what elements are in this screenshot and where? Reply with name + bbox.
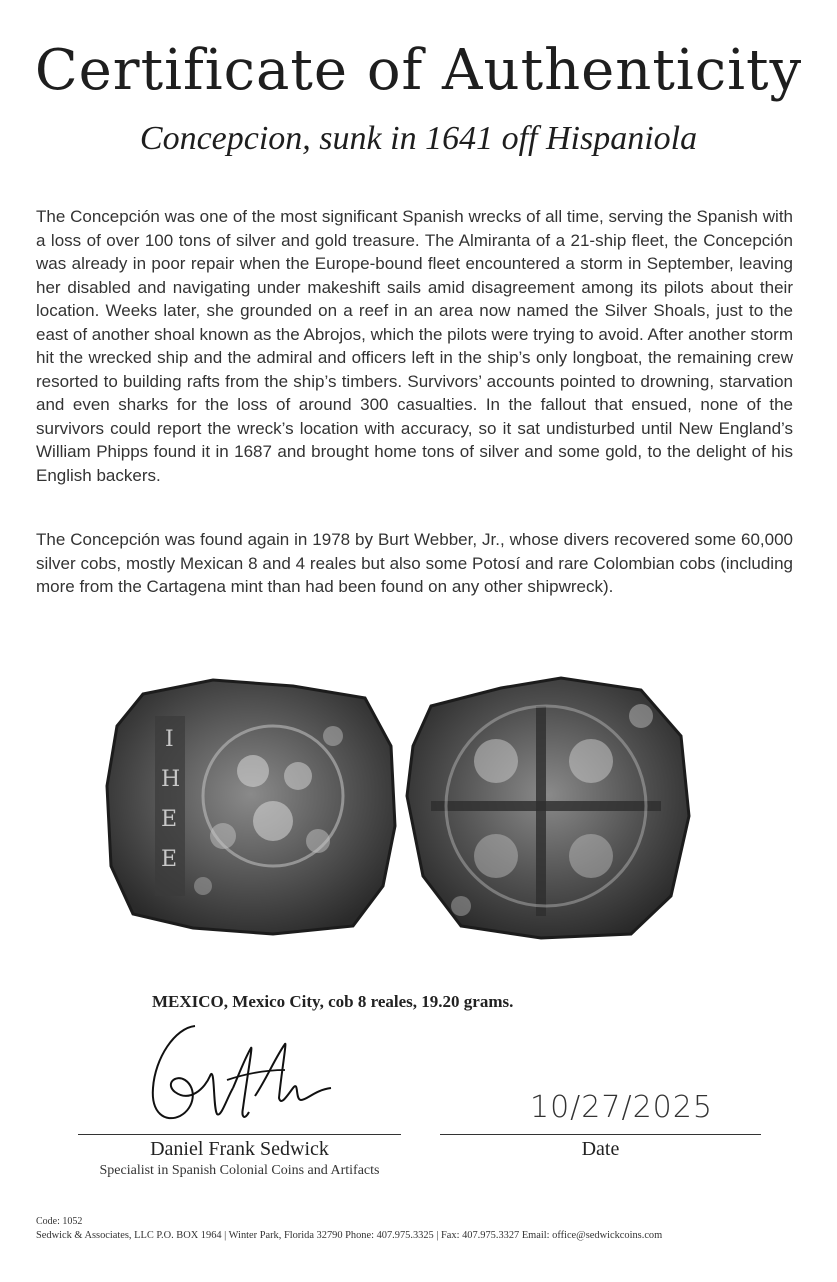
history-paragraph-2: The Concepción was found again in 1978 by Burt Webber, Jr., whose divers recovered some 60,000 silver cobs, mostly Mexican 8 and 4 reales but also some Potosí and rare Colombian cobs (including more from the Cartagena mint than had been found on any other shipwreck). xyxy=(36,530,793,596)
certificate-title: Certificate of Authenticity xyxy=(34,38,803,103)
signer-name: Daniel Frank Sedwick xyxy=(150,1138,329,1160)
certificate-code: Code: 1052 xyxy=(36,1216,83,1227)
footer-contact: Sedwick & Associates, LLC P.O. BOX 1964 | Winter Park, Florida 32790 Phone: 407.975.3325 | Fax: 407.975.3327 Email: office@sedwickcoins.com xyxy=(36,1230,663,1241)
svg-text:E: E xyxy=(161,847,178,872)
coin-caption: MEXICO, Mexico City, cob 8 reales, 19.20 grams. xyxy=(152,992,514,1011)
coin-obverse-image xyxy=(103,676,397,938)
date-line xyxy=(440,1134,761,1135)
certificate-subtitle: Concepcion, sunk in 1641 off Hispaniola xyxy=(139,120,698,157)
signer-title: Specialist in Spanish Colonial Coins and Artifacts xyxy=(99,1163,380,1178)
svg-text:E: E xyxy=(161,807,178,832)
svg-text:I: I xyxy=(165,727,174,752)
handwritten-signature xyxy=(135,1018,335,1130)
svg-text:H: H xyxy=(161,767,181,792)
coin-reverse-image xyxy=(401,676,693,942)
certificate-date: 10/27/2025 xyxy=(530,1090,713,1125)
history-paragraph-1: The Concepción was one of the most significant Spanish wrecks of all time, serving the Spanish with a loss of over 100 tons of silver and gold treasure. The Almiranta of a 21-ship fleet, the Concepción was already in poor repair when the Europe-bound fleet encountered a storm in September, leaving her disabled and navigating under makeshift sails amid disagreement among its pilots about their location. Weeks later, she grounded on a reef in an area now named the Silver Shoals, just to the east of another shoal known as the Abrojos, which the pilots were trying to avoid. After another storm hit the wrecked ship and the admiral and officers left in the ship’s only longboat, the remaining crew resorted to building rafts from the ship’s timbers. Survivors’ accounts pointed to drowning, starvation and even sharks for the loss of around 300 casualties. In the fallout that ensued, none of the survivors could report the wreck’s location with accuracy, so it sat undisturbed until New England’s William Phipps found it in 1687 and brought home tons of silver and some gold, to the delight of his English backers. xyxy=(36,207,793,485)
signature-line xyxy=(78,1134,401,1135)
date-label: Date xyxy=(581,1138,620,1160)
